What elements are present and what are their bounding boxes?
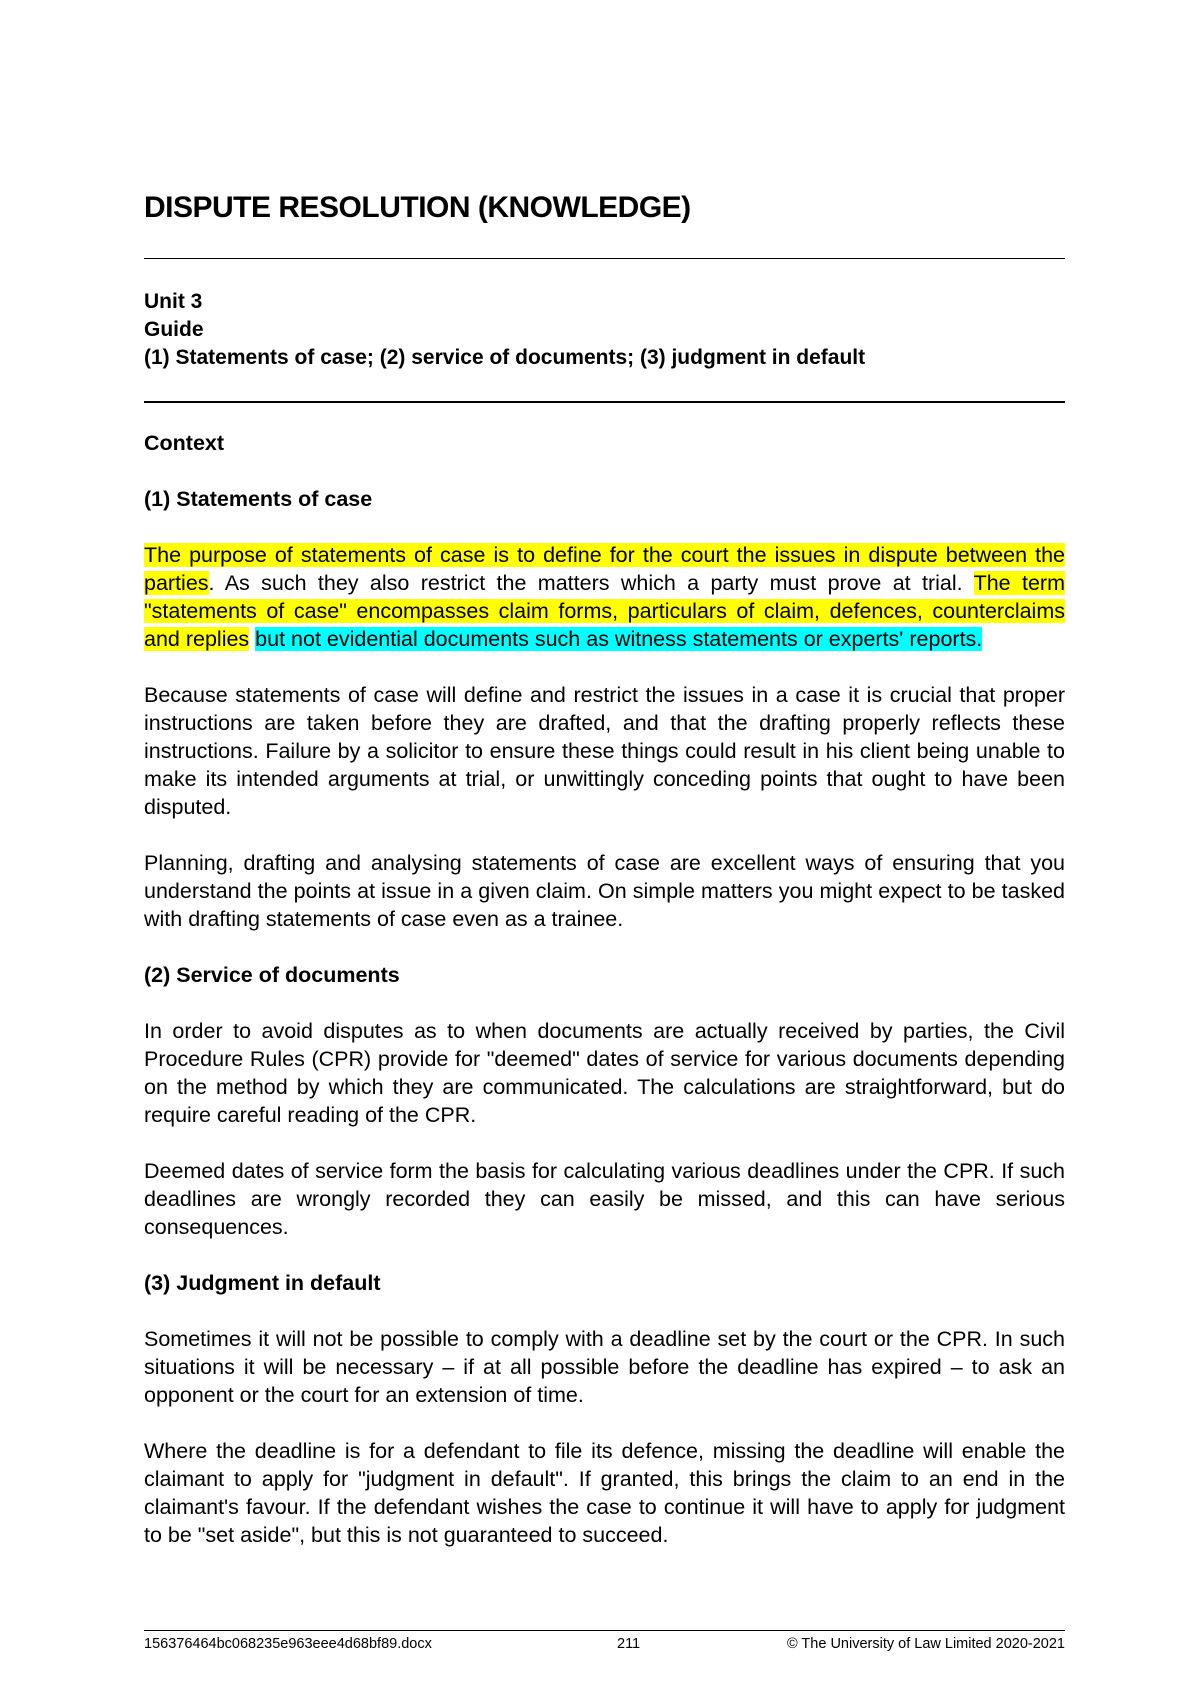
- title-divider: [144, 258, 1065, 259]
- unit-header: [144, 288, 865, 372]
- unit-label: Unit 3: [144, 290, 203, 313]
- highlighted-text: The term "statements of case" encompasses claim forms, particulars of claim, defences, counterclaims and replies: [144, 571, 1065, 651]
- highlighted-text: The purpose of statements of case is to define for the court the issues in dispute between the parties: [144, 543, 1065, 595]
- page-number: 211: [617, 1636, 641, 1652]
- footer-copyright: © The University of Law Limited 2020-2021: [786, 1636, 1065, 1652]
- guide-label: Guide: [144, 318, 204, 341]
- paragraph: Deemed dates of service form the basis for calculating various deadlines under the CPR. If such deadlines are wrongly recorded they can easily be missed, and this can have serious consequences.: [144, 1159, 1065, 1239]
- paragraph: Because statements of case will define and restrict the issues in a case it is crucial that proper instructions are taken before they are drafted, and that the drafting properly reflects these instructions. Failure by a solicitor to ensure these things could result in his client being unable to make its intended arguments at trial, or unwittingly conceding points that ought to have been disputed.: [144, 683, 1065, 819]
- section-heading-judgment-in-default: (3) Judgment in default: [144, 1271, 381, 1295]
- paragraph: In order to avoid disputes as to when documents are actually received by parties, the Civil Procedure Rules (CPR) provide for "deemed" dates of service for various documents depending on the method by which they are communicated. The calculations are straightforward, but do require careful reading of the CPR.: [144, 1019, 1065, 1127]
- page-footer: [144, 1636, 1065, 1652]
- header-divider: [144, 401, 1065, 403]
- section-heading-service-of-documents: (2) Service of documents: [144, 963, 400, 987]
- paragraph: Planning, drafting and analysing statements of case are excellent ways of ensuring that you understand the points at issue in a given claim. On simple matters you might expect to be tasked with drafting statements of case even as a trainee.: [144, 851, 1065, 931]
- section-heading-statements-of-case: (1) Statements of case: [144, 487, 373, 511]
- topics-label: (1) Statements of case; (2) service of documents; (3) judgment in default: [144, 346, 866, 369]
- footer-divider: [144, 1630, 1065, 1631]
- paragraph: Where the deadline is for a defendant to file its defence, missing the deadline will enable the claimant to apply for "judgment in default". If granted, this brings the claim to an end in the claimant's favour. If the defendant wishes the case to continue it will have to apply for judgment to be "set aside", but this is not guaranteed to succeed.: [144, 1439, 1065, 1547]
- paragraph: Sometimes it will not be possible to comply with a deadline set by the court or the CPR. In such situations it will be necessary – if at all possible before the deadline has expired – to ask an opponent or the court for an extension of time.: [144, 1327, 1065, 1407]
- highlighted-text: but not evidential documents such as witness statements or experts' reports.: [255, 627, 983, 651]
- paragraph-text: . As such they also restrict the matters which a party must prove at trial.: [208, 571, 974, 595]
- document-title: DISPUTE RESOLUTION (KNOWLEDGE): [144, 191, 691, 224]
- paragraph: [144, 541, 1065, 653]
- context-heading: Context: [144, 431, 225, 455]
- footer-filename: 156376464bc068235e963eee4d68bf89.docx: [144, 1636, 432, 1652]
- document-body: [144, 429, 1065, 1577]
- document-page: [144, 0, 1065, 1698]
